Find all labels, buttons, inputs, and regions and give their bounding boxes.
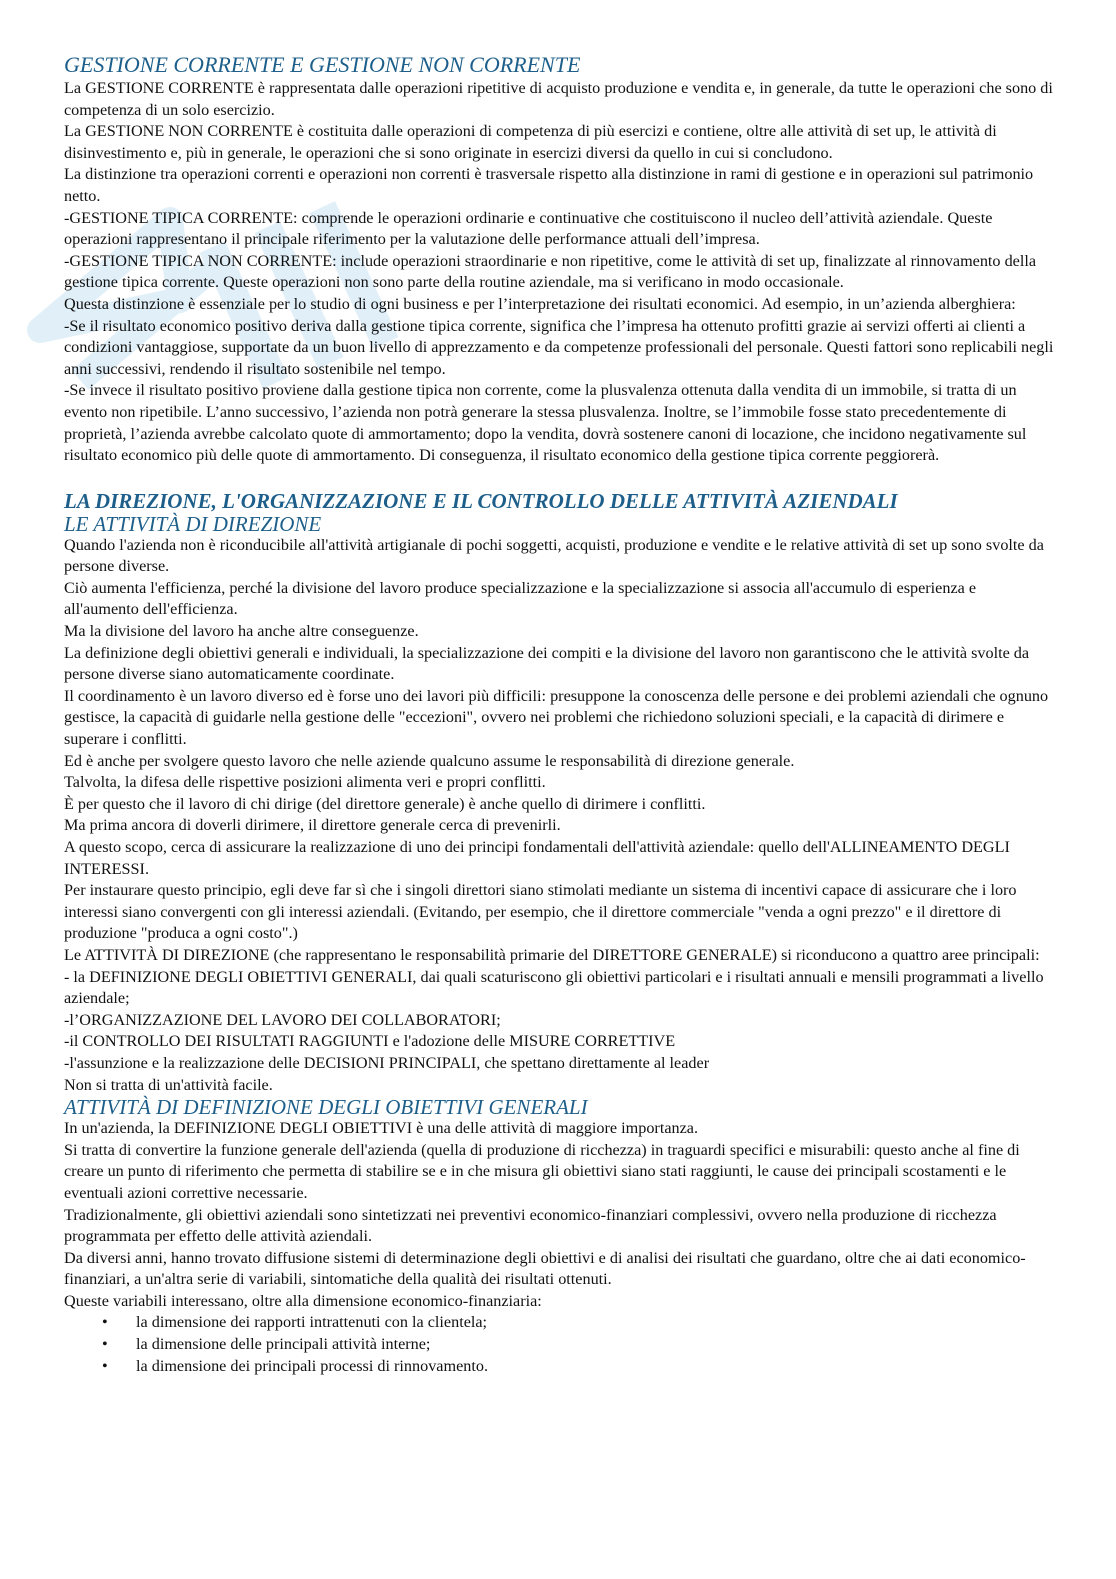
paragraph: Non si tratta di un'attività facile. <box>64 1075 273 1094</box>
bullet-icon: • <box>102 1335 108 1354</box>
paragraph: Si tratta di convertire la funzione generale dell'azienda (quella di produzione di ricchezza) in traguardi specifici e misurabili: questo anche al fine di creare un punto di riferimento che permetta di stabilire se e in che misura gli obiettivi siano stati raggiunti, le cause dei principali scostamenti e le eventuali azioni correttive necessarie. <box>64 1140 1020 1202</box>
paragraph: Questa distinzione è essenziale per lo studio di ogni business e per l’interpretazione dei risultati economici. Ad esempio, in un’azienda alberghiera: <box>64 294 1016 313</box>
list-item-text: la dimensione dei rapporti intrattenuti con la clientela; <box>136 1313 488 1332</box>
list-item <box>102 1312 1054 1334</box>
paragraph: È per questo che il lavoro di chi dirige (del direttore generale) è anche quello di dirimere i conflitti. <box>64 794 706 813</box>
paragraph: Quando l'azienda non è riconducibile all'attività artigianale di pochi soggetti, acquisti, produzione e vendite e le relative attività di set up sono svolte da persone diverse. <box>64 535 1044 576</box>
chapter-heading-direzione: LA DIREZIONE, L'ORGANIZZAZIONE E IL CONTROLLO DELLE ATTIVITÀ AZIENDALI <box>64 488 898 513</box>
list-item <box>102 1334 1054 1356</box>
section-body-definizione-obiettivi <box>64 1118 1054 1377</box>
subheading-attivita-direzione: LE ATTIVITÀ DI DIREZIONE <box>64 511 322 536</box>
paragraph: Ciò aumenta l'efficienza, perché la divisione del lavoro produce specializzazione e la specializzazione si associa all'accumulo di esperienza e all'aumento dell'efficienza. <box>64 578 977 619</box>
paragraph: -l’ORGANIZZAZIONE DEL LAVORO DEI COLLABORATORI; <box>64 1010 501 1029</box>
paragraph: La definizione degli obiettivi generali e individuali, la specializzazione dei compiti e la divisione del lavoro non garantiscono che le attività svolte da persone diverse siano automaticamente coordinate. <box>64 643 1030 684</box>
paragraph: -Se il risultato economico positivo deriva dalla gestione tipica corrente, significa che l’impresa ha ottenuto profitti grazie ai servizi offerti ai clienti a condizioni vantaggiose, supportate da un buon livello di apprezzamento e da competenze professionali del personale. Questi fattori sono replicabili negli anni successivi, rendendo il risultato sostenibile nel tempo. <box>64 316 1054 378</box>
paragraph: Da diversi anni, hanno trovato diffusione sistemi di determinazione degli obiettivi e di analisi dei risultati che guardano, oltre che ai dati economico-finanziari, a un'altra serie di variabili, sintomatiche della qualità dei risultati ottenuti. <box>64 1248 1026 1289</box>
bullet-list <box>64 1312 1054 1377</box>
paragraph: In un'azienda, la DEFINIZIONE DEGLI OBIETTIVI è una delle attività di maggiore importanza. <box>64 1119 699 1138</box>
paragraph: -Se invece il risultato positivo proviene dalla gestione tipica non corrente, come la plusvalenza ottenuta dalla vendita di un immobile, si tratta di un evento non ripetibile. L’anno successivo, l’azienda non potrà generare la stessa plusvalenza. Inoltre, se l’immobile fosse stato precedentemente di proprietà, l’azienda avrebbe calcolato quote di ammortamento; dopo la vendita, dovrà sostenere canoni di locazione, che incidono negativamente sul risultato economico più delle quote di ammortamento. Di conseguenza, il risultato economico della gestione tipica corrente peggiorerà. <box>64 381 1027 465</box>
paragraph: Il coordinamento è un lavoro diverso ed è forse uno dei lavori più difficili: presuppone la conoscenza delle persone e dei problemi aziendali che ognuno gestisce, la capacità di guidarle nella gestione delle "eccezioni", ovvero nei problemi che richiedono soluzioni speciali, e la capacità di dirimere e superare i conflitti. <box>64 686 1049 749</box>
section-heading-gestione-corrente: GESTIONE CORRENTE E GESTIONE NON CORRENTE <box>64 52 581 77</box>
list-item-text: la dimensione dei principali processi di rinnovamento. <box>136 1356 488 1375</box>
list-item-text: la dimensione delle principali attività interne; <box>136 1335 431 1354</box>
subheading-definizione-obiettivi: ATTIVITÀ DI DEFINIZIONE DEGLI OBIETTIVI GENERALI <box>64 1095 588 1120</box>
paragraph: - la DEFINIZIONE DEGLI OBIETTIVI GENERALI, dai quali scaturiscono gli obiettivi particolari e i risultati annuali e mensili programmati a livello aziendale; <box>64 967 1044 1008</box>
paragraph: Per instaurare questo principio, egli deve far sì che i singoli direttori siano stimolati mediante un sistema di incentivi capace di assicurare che i loro interessi siano convergenti con gli interessi aziendali. (Evitando, per esempio, che il direttore commerciale "venda a ogni prezzo" e il direttore di produzione "produca a ogni costo".) <box>64 881 1017 943</box>
bullet-icon: • <box>102 1313 108 1332</box>
paragraph: -GESTIONE TIPICA NON CORRENTE: include operazioni straordinarie e non ripetitive, come le attività di set up, finalizzate al rinnovamento della gestione tipica corrente. Queste operazioni non sono parte della routine aziendale, ma si verificano in modo occasionale. <box>64 251 1037 292</box>
paragraph: Ma la divisione del lavoro ha anche altre conseguenze. <box>64 622 419 641</box>
paragraph: La distinzione tra operazioni correnti e operazioni non correnti è trasversale rispetto alla distinzione in rami di gestione e in operazioni sul patrimonio netto. <box>64 165 1034 205</box>
paragraph: La GESTIONE NON CORRENTE è costituita dalle operazioni di competenza di più esercizi e contiene, oltre alle attività di set up, le attività di disinvestimento e, più in generale, le operazioni che si sono originate in esercizi diversi da quello in cui si concludono. <box>64 122 997 162</box>
paragraph: Queste variabili interessano, oltre alla dimensione economico-finanziaria: <box>64 1291 542 1310</box>
list-item <box>102 1356 1054 1378</box>
section-body-gestione-corrente <box>64 78 1054 467</box>
paragraph: Le ATTIVITÀ DI DIREZIONE (che rappresentano le responsabilità primarie del DIRETTORE GENERALE) si riconducono a quattro aree principali: <box>64 945 1040 964</box>
paragraph: -l'assunzione e la realizzazione delle DECISIONI PRINCIPALI, che spettano direttamente al leader <box>64 1053 710 1072</box>
paragraph: Talvolta, la difesa delle rispettive posizioni alimenta veri e propri conflitti. <box>64 773 546 792</box>
paragraph: Ma prima ancora di doverli dirimere, il direttore generale cerca di prevenirli. <box>64 816 561 835</box>
paragraph: -GESTIONE TIPICA CORRENTE: comprende le operazioni ordinarie e continuative che costituiscono il nucleo dell’attività aziendale. Queste operazioni rappresentano il principale riferimento per la valutazione delle performance attuali dell’impresa. <box>64 208 993 249</box>
bullet-icon: • <box>102 1356 108 1375</box>
paragraph: A questo scopo, cerca di assicurare la realizzazione di uno dei principi fondamentali dell'attività aziendale: quello dell'ALLINEAMENTO DEGLI INTERESSI. <box>64 838 1010 878</box>
paragraph: Tradizionalmente, gli obiettivi aziendali sono sintetizzati nei preventivi economico-finanziari complessivi, ovvero nella produzione di ricchezza programmata per effetto delle attività aziendali. <box>64 1205 997 1246</box>
paragraph: Ed è anche per svolgere questo lavoro che nelle aziende qualcuno assume le responsabilità di direzione generale. <box>64 751 795 770</box>
paragraph: -il CONTROLLO DEI RISULTATI RAGGIUNTI e l'adozione delle MISURE CORRETTIVE <box>64 1032 676 1051</box>
section-body-attivita-direzione <box>64 535 1054 1096</box>
paragraph: La GESTIONE CORRENTE è rappresentata dalle operazioni ripetitive di acquisto produzione e vendita e, in generale, da tutte le operazioni che sono di competenza di un solo esercizio. <box>64 79 1053 119</box>
document-page <box>64 52 1054 1377</box>
